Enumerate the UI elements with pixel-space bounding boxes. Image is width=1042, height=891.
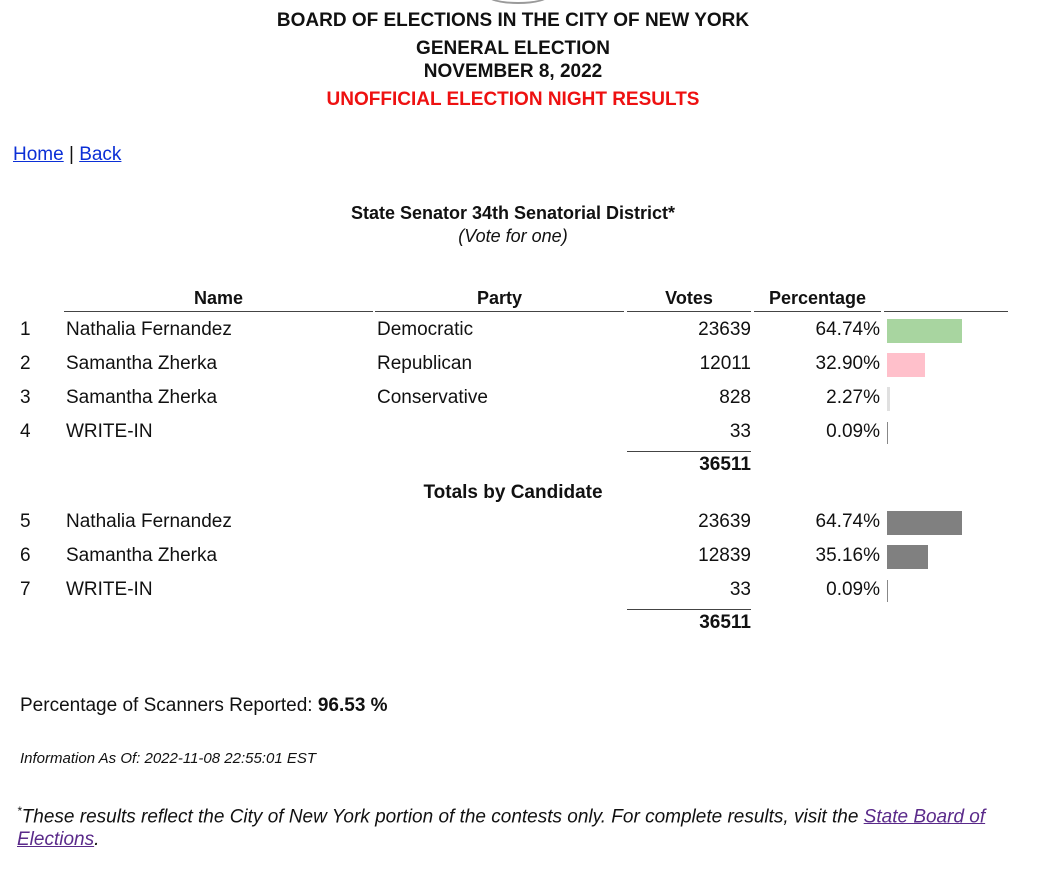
row-number: 1 xyxy=(20,319,31,340)
row-number: 7 xyxy=(20,579,31,600)
vote-percentage: 2.27% xyxy=(826,387,880,408)
party-name: Democratic xyxy=(377,319,474,340)
percentage-bar xyxy=(887,580,888,602)
candidate-totals-heading: Totals by Candidate xyxy=(423,482,603,503)
result-row xyxy=(0,387,1042,417)
column-header-name: Name xyxy=(64,288,373,312)
election-title: GENERAL ELECTION xyxy=(416,38,610,59)
percentage-bar xyxy=(887,319,962,343)
footnote-end: . xyxy=(94,829,100,851)
row-number: 6 xyxy=(20,545,31,566)
candidate-name: Nathalia Fernandez xyxy=(66,319,232,340)
candidate-totals-rule xyxy=(627,609,751,610)
footnote-text: These results reflect the City of New York portion of the contests only. For complete results, visit the xyxy=(21,806,859,828)
results-total-rule xyxy=(627,451,751,452)
result-row xyxy=(0,319,1042,349)
candidate-name: Nathalia Fernandez xyxy=(66,511,232,532)
vote-count: 12011 xyxy=(699,353,751,374)
state-board-link[interactable]: State Board of Elections xyxy=(17,806,986,851)
candidate-name: Samantha Zherka xyxy=(66,387,218,408)
row-number: 5 xyxy=(20,511,31,532)
footnote xyxy=(17,800,1017,851)
vote-percentage: 32.90% xyxy=(815,353,880,374)
result-row xyxy=(0,511,1042,541)
election-date: NOVEMBER 8, 2022 xyxy=(423,61,603,82)
column-header-votes: Votes xyxy=(627,288,751,312)
result-row xyxy=(0,353,1042,383)
vote-percentage: 64.74% xyxy=(815,319,880,340)
vote-count: 828 xyxy=(719,387,751,408)
candidate-name: Samantha Zherka xyxy=(66,545,218,566)
org-title: BOARD OF ELECTIONS IN THE CITY OF NEW YORK xyxy=(276,10,750,31)
contest-instruction: (Vote for one) xyxy=(458,226,568,246)
percentage-bar xyxy=(887,511,962,535)
results-status: UNOFFICIAL ELECTION NIGHT RESULTS xyxy=(326,89,700,110)
vote-count: 33 xyxy=(729,579,751,600)
scanners-reported xyxy=(20,695,388,717)
contest-title: State Senator 34th Senatorial District* xyxy=(350,203,676,223)
vote-percentage: 0.09% xyxy=(826,421,880,442)
home-link[interactable]: Home xyxy=(13,144,64,165)
percentage-bar xyxy=(887,545,928,569)
party-name: Republican xyxy=(377,353,473,374)
vote-count: 23639 xyxy=(698,319,751,340)
results-total: 36511 xyxy=(699,454,751,475)
party-name: Conservative xyxy=(377,387,488,408)
result-row xyxy=(0,545,1042,575)
vote-percentage: 0.09% xyxy=(826,579,880,600)
vote-count: 23639 xyxy=(698,511,751,532)
result-row xyxy=(0,421,1042,451)
seal-logo-edge xyxy=(486,0,550,4)
back-link[interactable]: Back xyxy=(79,144,122,165)
column-header-bar xyxy=(884,288,1008,312)
scanners-label: Percentage of Scanners Reported: xyxy=(20,695,313,716)
candidate-totals-total: 36511 xyxy=(699,612,751,633)
info-timestamp: Information As Of: 2022-11-08 22:55:01 EST xyxy=(20,750,317,767)
column-header-percentage: Percentage xyxy=(754,288,881,312)
vote-count: 33 xyxy=(729,421,751,442)
candidate-name: WRITE-IN xyxy=(66,421,153,442)
nav-links xyxy=(13,144,121,166)
nav-separator: | xyxy=(68,144,74,165)
row-number: 2 xyxy=(20,353,31,374)
vote-percentage: 64.74% xyxy=(815,511,880,532)
column-header-party: Party xyxy=(375,288,624,312)
candidate-name: Samantha Zherka xyxy=(66,353,218,374)
candidate-name: WRITE-IN xyxy=(66,579,153,600)
percentage-bar xyxy=(887,422,888,444)
row-number: 3 xyxy=(20,387,31,408)
percentage-bar xyxy=(887,353,925,377)
vote-count: 12839 xyxy=(698,545,751,566)
scanners-value: 96.53 % xyxy=(317,695,388,716)
footnote-mark: * xyxy=(17,804,22,818)
percentage-bar xyxy=(887,387,890,411)
vote-percentage: 35.16% xyxy=(815,545,880,566)
row-number: 4 xyxy=(20,421,31,442)
result-row xyxy=(0,579,1042,609)
